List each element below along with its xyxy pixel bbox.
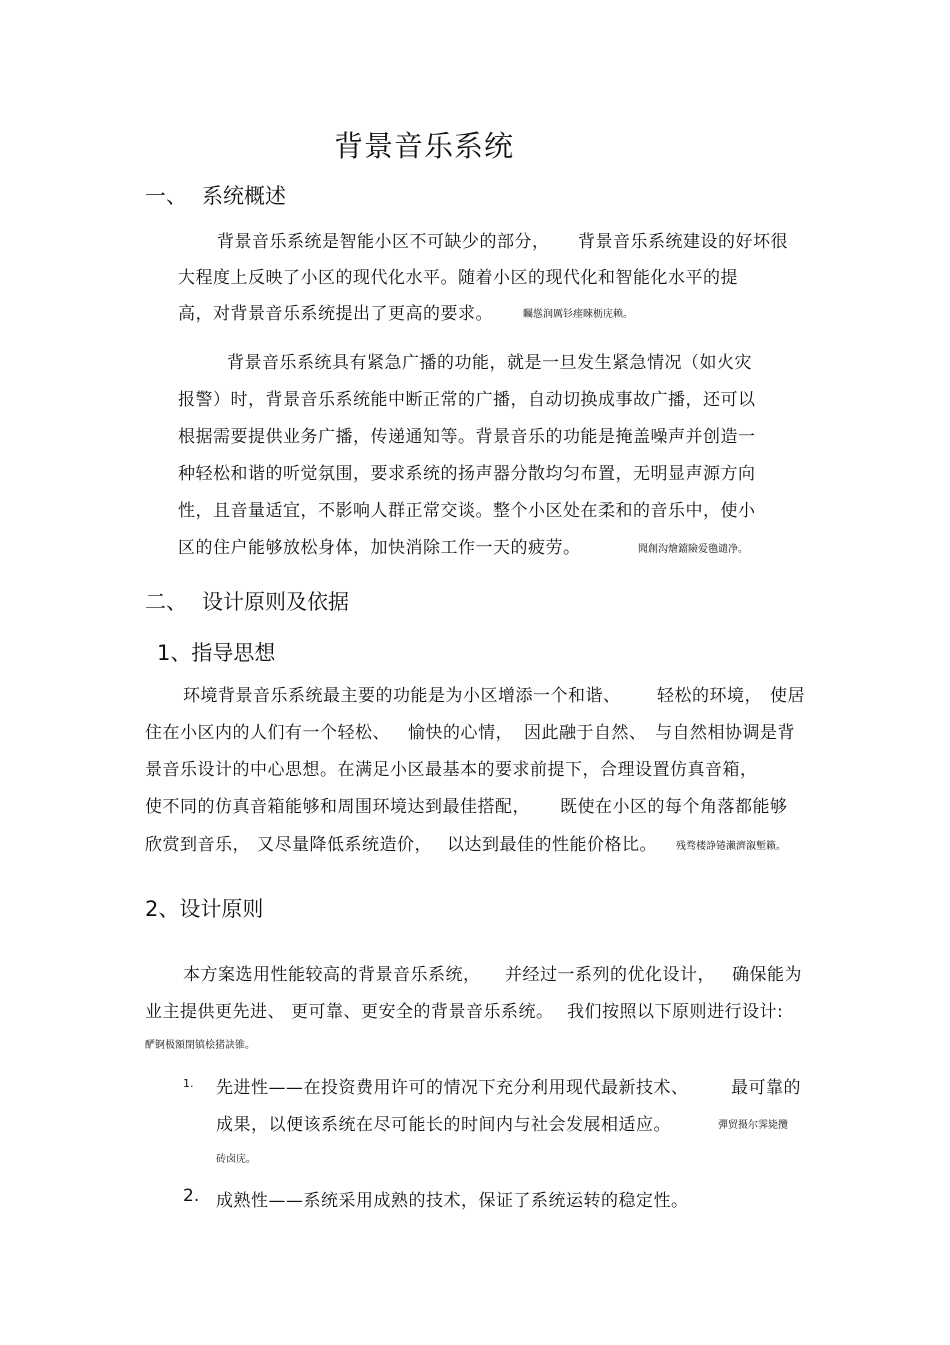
paragraph-line: 背景音乐系统是智能小区不可缺少的部分，	[217, 232, 550, 252]
paragraph-line: 确保能为	[732, 965, 802, 985]
paragraph-line: 种轻松和谐的听觉氛围，要求系统的扬声器分散均匀布置，无明显声源方向	[178, 464, 756, 484]
paragraph-line: 使居	[770, 686, 805, 706]
paragraph-line: 愉快的心情，	[408, 723, 513, 743]
garbled-code-text: 砖卤庑。	[216, 1154, 256, 1165]
paragraph-line: 因此融于自然、	[524, 723, 647, 743]
page-title: 背景音乐系统	[334, 129, 515, 163]
paragraph-line: 我们按照以下原则进行设计:	[567, 1002, 784, 1022]
paragraph-line: 景音乐设计的中心思想。在满足小区最基本的要求前提下，合理设置仿真音箱，	[145, 760, 758, 780]
list-item-line: 先进性——在投资费用许可的情况下充分利用现代最新技术、	[216, 1078, 689, 1098]
paragraph-line: 背景音乐系统建设的好坏很	[578, 232, 788, 252]
subheading-design-principles: 2、设计原则	[145, 897, 264, 921]
garbled-code-text: 酽锕极額閉镇桧猪訣锥。	[145, 1040, 255, 1051]
paragraph-line: 更可靠、更安全的背景音乐系统。	[291, 1002, 554, 1022]
section-1-heading: 系统概述	[202, 184, 286, 208]
paragraph-line: 大程度上反映了小区的现代化水平。随着小区的现代化和智能化水平的提	[178, 268, 738, 288]
paragraph-line: 轻松的环境，	[657, 686, 762, 706]
section-2-number: 二、	[145, 590, 187, 614]
paragraph-line: 环境背景音乐系统最主要的功能是为小区增添一个和谐、	[183, 686, 621, 706]
paragraph-line: 背景音乐系统具有紧急广播的功能，就是一旦发生紧急情况（如火灾	[227, 353, 752, 373]
paragraph-line: 报警）时，背景音乐系统能中断正常的广播，自动切换成事故广播，还可以	[178, 390, 756, 410]
paragraph-line: 与自然相协调是背	[655, 723, 795, 743]
paragraph-line: 又尽量降低系统造价，	[257, 835, 432, 855]
paragraph-line: 高，对背景音乐系统提出了更高的要求。	[178, 304, 493, 324]
paragraph-line: 以达到最佳的性能价格比。	[447, 835, 657, 855]
paragraph-line: 既使在小区的每个角落都能够	[560, 797, 788, 817]
list-item-line: 成熟性——系统采用成熟的技术，保证了系统运转的稳定性。	[216, 1191, 689, 1211]
list-item-line: 成果，以便该系统在尽可能长的时间内与社会发展相适应。	[216, 1115, 671, 1135]
garbled-code-text: 彈贸摄尔霁毙攬	[718, 1120, 788, 1131]
garbled-code-text: 矚慫润厲钐瘗睞枥庑赖。	[523, 309, 633, 320]
paragraph-line: 区的住户能够放松身体，加快消除工作一天的疲劳。	[178, 538, 581, 558]
paragraph-line: 根据需要提供业务广播，传递通知等。背景音乐的功能是掩盖噪声并创造一	[178, 427, 756, 447]
list-item-number: 1.	[183, 1077, 194, 1090]
garbled-code-text: 聞創沟燴鐺險爱氇谴净。	[638, 544, 748, 555]
paragraph-line: 本方案选用性能较高的背景音乐系统，	[183, 965, 481, 985]
paragraph-line: 住在小区内的人们有一个轻松、	[145, 723, 390, 743]
subheading-guiding-idea: 1、指导思想	[157, 641, 276, 665]
list-item-line: 最可靠的	[731, 1078, 801, 1098]
garbled-code-text: 残骛楼諍锩瀨濟溆塹籟。	[676, 841, 786, 852]
section-1-number: 一、	[145, 184, 187, 208]
paragraph-line: 性，且音量适宜，不影响人群正常交谈。整个小区处在柔和的音乐中，使小	[178, 501, 756, 521]
paragraph-line: 并经过一系列的优化设计，	[505, 965, 715, 985]
paragraph-line: 欣赏到音乐，	[145, 835, 250, 855]
list-item-number: 2.	[183, 1186, 200, 1206]
section-2-heading: 设计原则及依据	[202, 590, 349, 614]
paragraph-line: 使不同的仿真音箱能够和周围环境达到最佳搭配，	[145, 797, 530, 817]
paragraph-line: 业主提供更先进、	[145, 1002, 285, 1022]
